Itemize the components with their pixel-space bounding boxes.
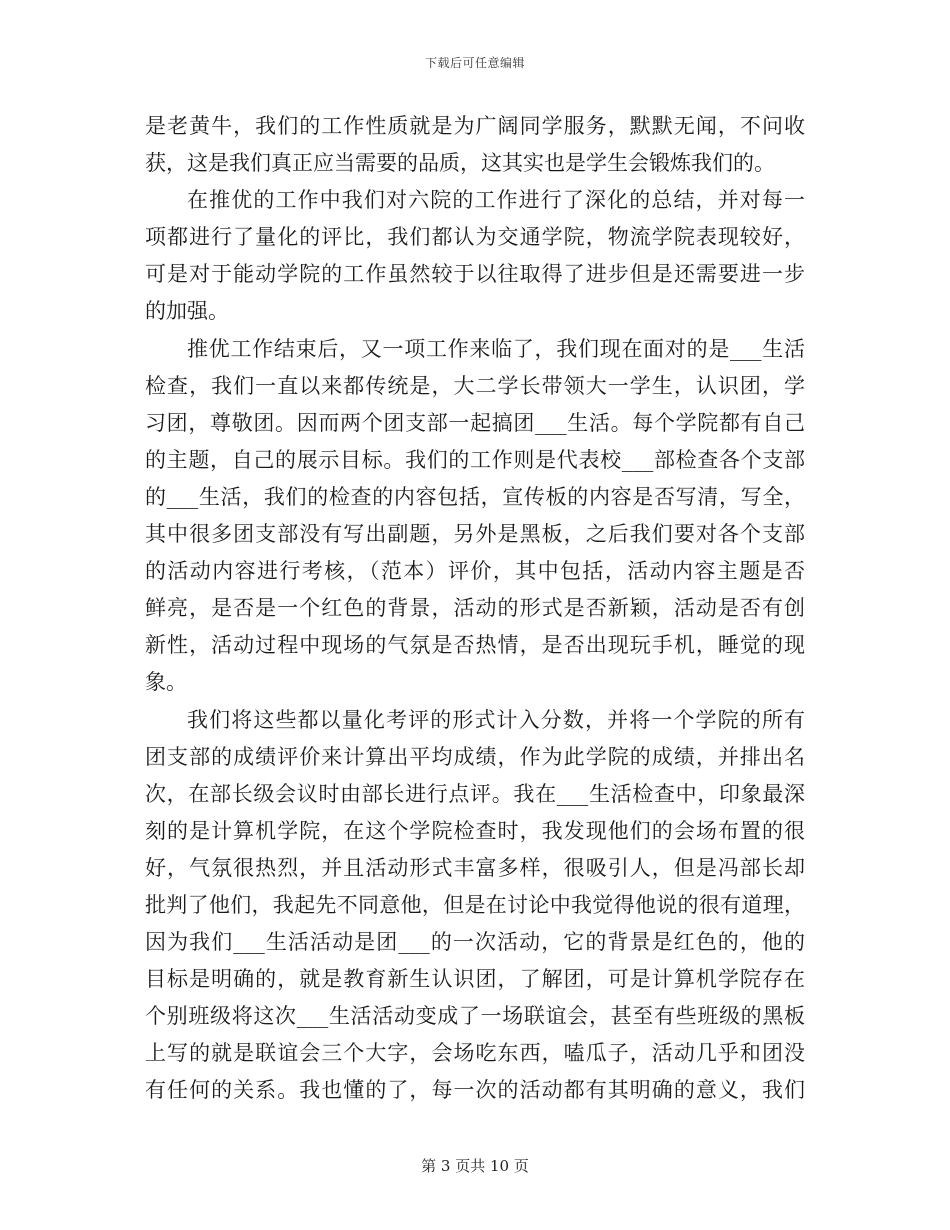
- text-line: 因为我们___生活活动是团___的一次活动，它的背景是红色的，他的: [145, 930, 805, 955]
- text-line: 项都进行了量化的评比，我们都认为交通学院，物流学院表现较好，: [145, 225, 805, 250]
- text-line: 其中很多团支部没有写出副题，另外是黑板，之后我们要对各个支部: [145, 522, 805, 547]
- text-line: 的加强。: [145, 299, 229, 324]
- text-line: 有任何的关系。我也懂的了，每一次的活动都有其明确的意义，我们: [145, 1078, 805, 1103]
- text-line: 上写的就是联谊会三个大字，会场吃东西，嗑瓜子，活动几乎和团没: [145, 1041, 805, 1066]
- text-line: 检查，我们一直以来都传统是，大二学长带领大一学生，认识团，学: [145, 373, 805, 398]
- text-line: 个别班级将这次___生活活动变成了一场联谊会，甚至有些班级的黑板: [145, 1004, 805, 1029]
- text-line: 可是对于能动学院的工作虽然较于以往取得了进步但是还需要进一步: [145, 262, 805, 287]
- text-line: 团支部的成绩评价来计算出平均成绩，作为此学院的成绩，并排出名: [145, 744, 805, 769]
- text-line: 的主题，自己的展示目标。我们的工作则是代表校___部检查各个支部: [145, 447, 805, 472]
- text-line: 习团，尊敬团。因而两个团支部一起搞团___生活。每个学院都有自己: [145, 410, 805, 435]
- paragraph-start-line: 推优工作结束后，又一项工作来临了，我们现在面对的是___生活: [187, 336, 805, 361]
- page-number-footer: 第 3 页共 10 页: [421, 1157, 529, 1175]
- document-body: [145, 108, 805, 1110]
- text-line: 刻的是计算机学院，在这个学院检查时，我发现他们的会场布置的很: [145, 818, 805, 843]
- text-line: 象。: [145, 670, 187, 695]
- text-line: 的活动内容进行考核，（范本）评价，其中包括，活动内容主题是否: [145, 559, 805, 584]
- text-line: 批判了他们，我起先不同意他，但是在讨论中我觉得他说的很有道理，: [145, 892, 805, 917]
- text-line: 新性，活动过程中现场的气氛是否热情，是否出现玩手机，睡觉的现: [145, 633, 805, 658]
- text-line: 的___生活，我们的检查的内容包括，宣传板的内容是否写清，写全，: [145, 484, 805, 509]
- text-line: 是老黄牛，我们的工作性质就是为广阔同学服务，默默无闻，不问收: [145, 114, 805, 138]
- page-header: 下载后可任意编辑: [424, 56, 525, 70]
- text-line: 好，气氛很热烈，并且活动形式丰富多样，很吸引人，但是冯部长却: [145, 855, 805, 880]
- text-line: 获，这是我们真正应当需要的品质，这其实也是学生会锻炼我们的。: [145, 151, 775, 176]
- text-line: 次，在部长级会议时由部长进行点评。我在___生活检查中，印象最深: [145, 781, 805, 806]
- text-line: 鲜亮，是否是一个红色的背景，活动的形式是否新颖，活动是否有创: [145, 596, 805, 621]
- paragraph-start-line: 我们将这些都以量化考评的形式计入分数，并将一个学院的所有: [187, 707, 805, 732]
- paragraph-start-line: 在推优的工作中我们对六院的工作进行了深化的总结，并对每一: [187, 188, 805, 213]
- text-line: 目标是明确的，就是教育新生认识团，了解团，可是计算机学院存在: [145, 967, 805, 992]
